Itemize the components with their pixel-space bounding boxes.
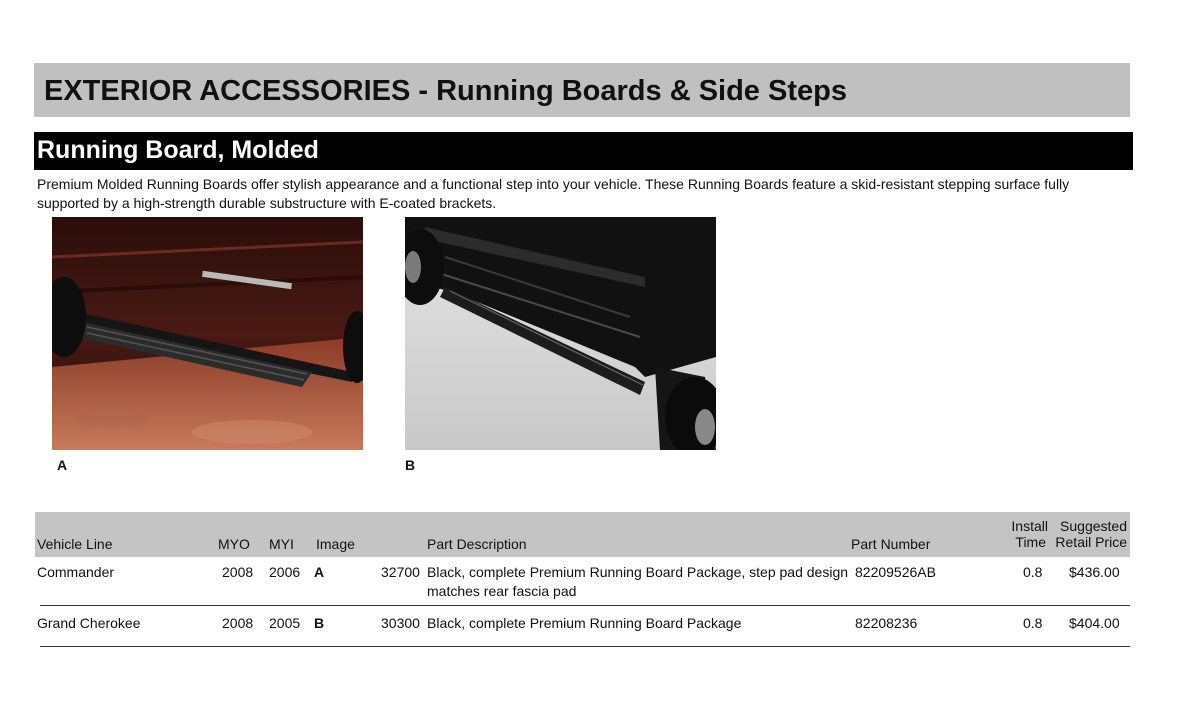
product-photo-b xyxy=(405,217,716,450)
cell-myo: 2008 xyxy=(222,564,254,580)
cell-code: 30300 xyxy=(381,615,420,631)
cell-myo: 2008 xyxy=(222,615,254,631)
category-header xyxy=(34,63,1130,117)
header-myi: MYI xyxy=(269,536,294,552)
cell-vehicle-line: Commander xyxy=(37,564,115,580)
cell-part-description-line1: Black, complete Premium Running Board Package, step pad design xyxy=(427,564,849,580)
cell-image: B xyxy=(314,615,325,631)
header-myo: MYO xyxy=(218,536,250,552)
header-part-description: Part Description xyxy=(427,536,527,552)
row-divider xyxy=(40,646,1130,647)
product-photo-a xyxy=(52,217,363,450)
section-header xyxy=(34,132,1133,170)
cell-part-description-line2: matches rear fascia pad xyxy=(427,583,577,599)
cell-myi: 2006 xyxy=(269,564,301,580)
header-vehicle-line: Vehicle Line xyxy=(37,536,113,552)
header-retail-price-line2: Retail Price xyxy=(1055,534,1127,550)
row-divider xyxy=(40,605,1130,606)
cell-myi: 2005 xyxy=(269,615,301,631)
cell-image: A xyxy=(314,564,325,580)
cell-install-time: 0.8 xyxy=(1023,564,1043,580)
header-image: Image xyxy=(316,536,355,552)
image-label-b: B xyxy=(405,457,416,473)
image-label-a: A xyxy=(57,457,68,473)
header-retail-price-line1: Suggested xyxy=(1060,518,1127,534)
cell-part-number: 82208236 xyxy=(855,615,918,631)
section-title: Running Board, Molded xyxy=(37,136,319,164)
cell-part-description-line1: Black, complete Premium Running Board Package xyxy=(427,615,742,631)
header-install-time-line2: Time xyxy=(1015,534,1046,550)
category-title: EXTERIOR ACCESSORIES - Running Boards & Side Steps xyxy=(44,75,847,107)
cell-part-number: 82209526AB xyxy=(855,564,936,580)
cell-code: 32700 xyxy=(381,564,420,580)
cell-vehicle-line: Grand Cherokee xyxy=(37,615,141,631)
product-description: Premium Molded Running Boards offer stylish appearance and a functional step into your vehicle. These Running Boards feature a skid-resistant stepping surface fully supported by a high-strength durable substructure with E-coated brackets. xyxy=(37,176,1070,211)
table-header xyxy=(35,512,1130,557)
header-part-number: Part Number xyxy=(851,536,931,552)
cell-retail-price: $404.00 xyxy=(1069,615,1120,631)
cell-install-time: 0.8 xyxy=(1023,615,1043,631)
header-install-time-line1: Install xyxy=(1011,518,1048,534)
cell-retail-price: $436.00 xyxy=(1069,564,1120,580)
